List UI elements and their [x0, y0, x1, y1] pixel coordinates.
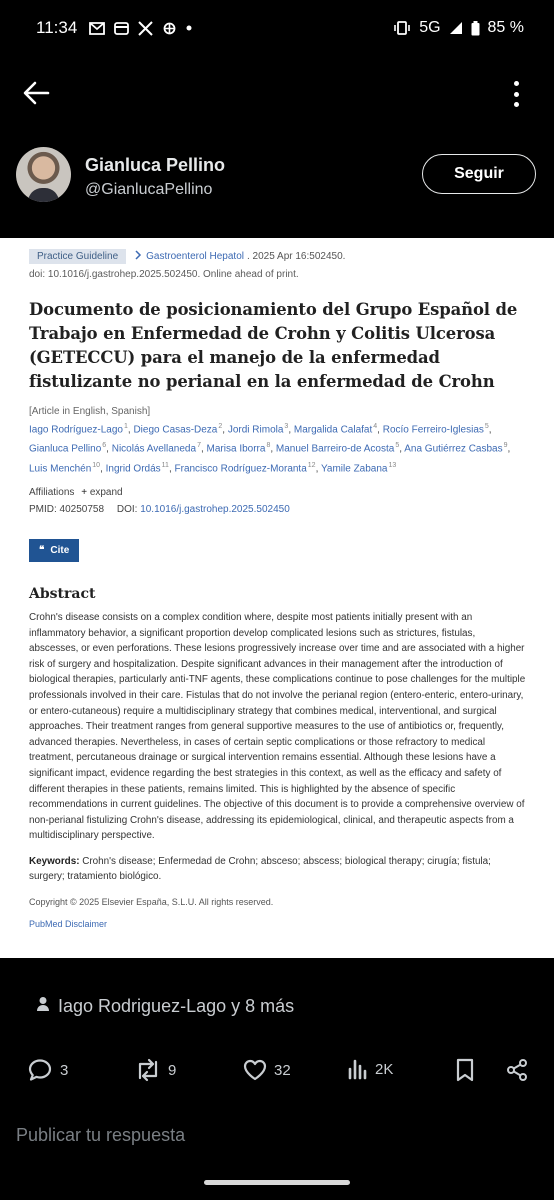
pmid: PMID: 40250758	[29, 503, 105, 515]
abstract-heading: Abstract	[29, 585, 96, 602]
author-link: Manuel Barreiro-de Acosta	[275, 443, 395, 455]
repost-count: 9	[168, 1061, 177, 1079]
author-link: Margalida Calafat	[293, 424, 373, 436]
author-link: Luis Menchén	[29, 462, 92, 474]
status-bar	[0, 0, 554, 56]
article-title: Documento de posicionamiento del Grupo Español de Trabajo en Enfermedad de Crohn y Colitis Ulcerosa (GETECCU) para el manejo de la enfermedad fistulizante no perianal en la enfermedad de Crohn	[29, 300, 518, 391]
affiliation-number: 13	[388, 461, 397, 469]
post-author	[16, 147, 538, 203]
article-type-tag: Practice Guideline	[29, 249, 126, 264]
reply-icon	[28, 1058, 54, 1082]
author-link: Iago Rodríguez-Lago	[29, 424, 123, 436]
gmail-icon	[89, 22, 105, 35]
bookmark-icon	[454, 1058, 476, 1082]
bookmark-button[interactable]	[454, 1058, 476, 1082]
top-nav	[0, 70, 554, 118]
battery-icon	[471, 21, 480, 36]
affiliation-number: 11	[161, 461, 169, 469]
more-options-icon[interactable]	[506, 78, 526, 110]
author-link: Nicolás Avellaneda	[111, 443, 197, 455]
quote-icon: ❝	[39, 544, 45, 556]
tagged-people[interactable]	[36, 996, 294, 1017]
author-link: Jordi Rimola	[227, 424, 284, 436]
keywords-label: Keywords:	[29, 855, 80, 867]
bar-chart-icon	[347, 1058, 369, 1080]
like-button[interactable]	[242, 1058, 291, 1082]
reply-button[interactable]	[28, 1058, 68, 1082]
affiliation-number: 4	[373, 423, 378, 430]
post-image[interactable]	[0, 238, 554, 958]
person-icon	[36, 996, 50, 1017]
dot-icon	[186, 25, 192, 31]
reply-input[interactable]: Publicar tu respuesta	[16, 1125, 186, 1145]
tagged-label: Iago Rodriguez-Lago y 8 más	[58, 996, 295, 1016]
chevron-right-icon	[134, 250, 142, 263]
affiliations-row	[29, 487, 526, 498]
doi-line: doi: 10.1016/j.gastrohep.2025.502450. Online ahead of print.	[29, 269, 299, 280]
signal-icon	[449, 21, 463, 35]
author-link: Francisco Rodríguez-Moranta	[174, 462, 307, 474]
author-link: Diego Casas-Deza	[133, 424, 218, 436]
share-icon	[505, 1058, 529, 1082]
author-link: Marisa Iborra	[206, 443, 266, 455]
abstract-text: Crohn's disease consists on a complex condition where, despite most patients initially present with an inflammatory behavior, a significant proportion develop complicated lesions such as strictures, fistulas, abscesses, or even perforations. These lesions progressively increase over time and are associated with a higher risk of surgery and hospitalization. Despite significant advances in their management after the introduction of biological therapies, particularly anti-TNF agents, these complications continue to pose challenges for the multiple professionals involved in their care. Fistulas that do not involve the perianal region (entero-enteric, entero-urinary, or entero-cutaneous) require a multidisciplinary strategy that combines medical, interventional, and surgical approaches. Their treatment ranges from general supportive measures to the use of antibiotics or, frequently, advanced therapies. Nevertheless, in cases of certain septic complications or those refractory to medical treatment, percutaneous drainage or surgical intervention remains essential. Although these lesions have a significant impact, evidence regarding the best strategies in this context, as well as the efficacy and safety of different therapies in these patients, remains limited. This is highlighted by the absence of specific recommendations in current guidelines. The objective of this document is to provide a comprehensive overview of non-perianal fistulizing Crohn's disease, addressing its epidemiological, clinical, and therapeutic aspects from a multidisciplinary perspective.	[29, 611, 526, 842]
affiliation-number: 12	[307, 461, 316, 469]
reply-count: 3	[60, 1061, 69, 1079]
action-bar	[0, 1054, 554, 1090]
affiliation-number: 3	[284, 423, 289, 430]
x-logo-icon	[138, 21, 153, 36]
share-button[interactable]	[505, 1058, 529, 1082]
keywords	[29, 854, 526, 885]
doi-link: 10.1016/j.gastrohep.2025.502450	[140, 503, 290, 515]
network-label: 5G	[419, 19, 441, 36]
article-languages: [Article in English, Spanish]	[29, 406, 151, 417]
author-list: Iago Rodríguez-Lago$^1$, Diego Casas-Deza$^2$, Jordi Rimola$^3$, Margalida Calafat$^4$, Rocío Ferreiro-Iglesias$^5$, Gianluca Pellino$^6$, Nicolás Avellaneda$^7$, Marisa Iborra$^8$, Manuel Barreiro-de Acosta$^5$, Ana Gutiérrez Casbas$^9$, Luis Menchén$^{10}$, Ingrid Ordás$^{11}$, Francisco Rodríguez-Moranta$^{12}$, Yamile Zabana$^{13}$	[29, 423, 511, 474]
threads-icon	[162, 21, 177, 36]
repost-button[interactable]	[134, 1058, 176, 1082]
publication-date: . 2025 Apr 16:502450.	[247, 250, 346, 262]
affiliation-number: 7	[197, 442, 201, 450]
doi-label: DOI:	[116, 503, 138, 515]
pubmed-disclaimer-link: PubMed Disclaimer	[29, 919, 108, 930]
author-link: Ana Gutiérrez Casbas	[404, 443, 503, 455]
heart-icon	[242, 1058, 268, 1082]
affiliation-number: 10	[92, 461, 101, 469]
plus-icon: +	[81, 486, 88, 498]
author-link: Ingrid Ordás	[105, 462, 161, 474]
cite-label: Cite	[50, 544, 70, 556]
expand-label: expand	[89, 486, 123, 498]
views-button[interactable]	[347, 1058, 393, 1080]
follow-button[interactable]: Seguir	[422, 154, 536, 194]
repost-icon	[134, 1058, 162, 1082]
journal-name: Gastroenterol Hepatol	[146, 250, 244, 262]
home-indicator[interactable]	[204, 1180, 350, 1185]
affiliation-number: 5	[484, 423, 489, 430]
back-arrow-icon[interactable]	[22, 80, 54, 108]
avatar[interactable]	[16, 147, 71, 202]
wallet-icon	[114, 22, 129, 35]
views-count: 2K	[375, 1060, 394, 1078]
battery-level: 85 %	[487, 19, 524, 36]
affiliation-number: 2	[218, 423, 223, 430]
affiliations-label: Affiliations	[29, 486, 75, 498]
cite-button	[29, 539, 79, 562]
affiliation-number: 1	[123, 423, 128, 430]
copyright: Copyright © 2025 Elsevier España, S.L.U. All rights reserved.	[29, 897, 274, 908]
author-name[interactable]: Gianluca Pellino	[85, 155, 226, 175]
identifiers-row	[29, 504, 526, 515]
affiliation-number: 8	[266, 442, 271, 450]
author-handle[interactable]: @GianlucaPellino	[85, 181, 213, 198]
like-count: 32	[274, 1061, 291, 1079]
affiliation-number: 9	[503, 442, 508, 450]
affiliation-number: 6	[102, 442, 107, 450]
keywords-text: Crohn's disease; Enfermedad de Crohn; absceso; abscess; biological therapy; cirugía; fistula; surgery; tratamiento biológico.	[29, 855, 491, 883]
affiliation-number: 5	[395, 442, 400, 450]
clock: 11:34	[36, 18, 78, 37]
vibrate-icon	[393, 21, 411, 35]
author-link: Rocío Ferreiro-Iglesias	[382, 424, 484, 436]
author-link: Yamile Zabana	[320, 462, 388, 474]
author-link: Gianluca Pellino	[29, 443, 102, 455]
